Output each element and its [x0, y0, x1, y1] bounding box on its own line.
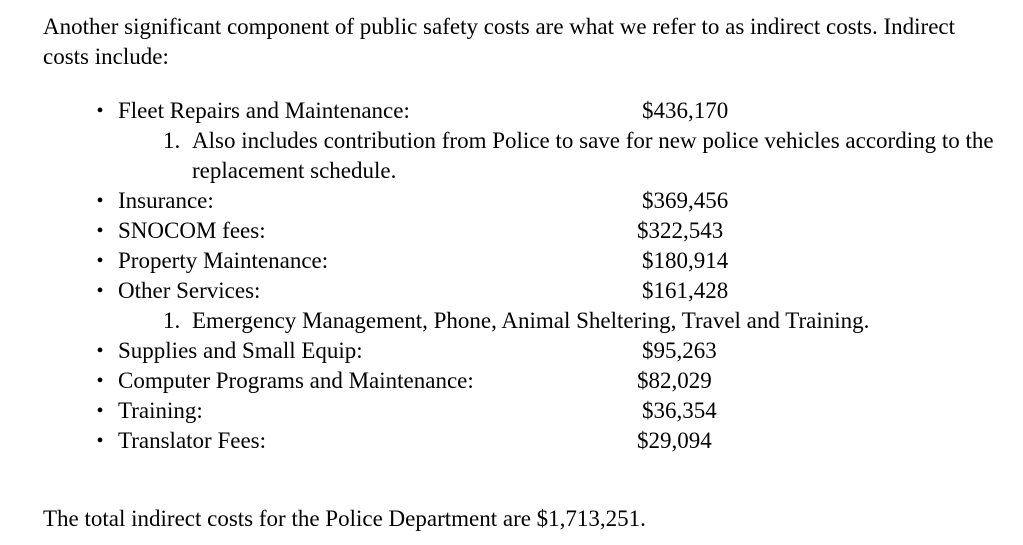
item-label: Property Maintenance:	[118, 248, 329, 273]
bullet-icon: •	[96, 430, 104, 452]
item-label: Translator Fees:	[118, 428, 267, 453]
item-label: Other Services:	[118, 278, 261, 303]
list-item-snocom-fees	[0, 216, 1023, 246]
item-label: Training:	[118, 398, 203, 423]
bullet-icon: •	[96, 220, 104, 242]
sub-note-text: Emergency Management, Phone, Animal Sheltering, Travel and Training.	[192, 308, 870, 333]
sub-note-fleet-repairs	[0, 126, 1023, 186]
list-item-computer-programs	[0, 366, 1023, 396]
bullet-icon: •	[96, 190, 104, 212]
item-amount: $322,543	[637, 218, 724, 243]
item-amount: $180,914	[642, 248, 729, 273]
item-amount: $82,029	[637, 368, 712, 393]
total-summary: The total indirect costs for the Police Department are $1,713,251.	[43, 506, 646, 531]
list-item-insurance	[0, 186, 1023, 216]
item-amount: $161,428	[642, 278, 729, 303]
list-item-supplies	[0, 336, 1023, 366]
list-item-training	[0, 396, 1023, 426]
bullet-icon: •	[96, 370, 104, 392]
bullet-icon: •	[96, 250, 104, 272]
bullet-icon: •	[96, 280, 104, 302]
list-item-fleet-repairs	[0, 96, 1023, 126]
bullet-icon: •	[96, 400, 104, 422]
item-label: Computer Programs and Maintenance:	[118, 368, 474, 393]
bullet-icon: •	[96, 100, 104, 122]
item-amount: $29,094	[637, 428, 712, 453]
sub-note-text: Also includes contribution from Police to save for new police vehicles according to the replacement schedule.	[192, 128, 994, 183]
sub-note-other-services	[0, 306, 1023, 336]
list-item-property-maintenance	[0, 246, 1023, 276]
sub-note-number: 1.	[163, 128, 181, 153]
item-amount: $436,170	[642, 98, 729, 123]
item-amount: $369,456	[642, 188, 729, 213]
item-label: SNOCOM fees:	[118, 218, 266, 243]
item-amount: $36,354	[642, 398, 717, 423]
item-label: Supplies and Small Equip:	[118, 338, 363, 363]
bullet-icon: •	[96, 340, 104, 362]
item-amount: $95,263	[642, 338, 717, 363]
sub-note-number: 1.	[163, 308, 181, 333]
item-label: Insurance:	[118, 188, 214, 213]
item-label: Fleet Repairs and Maintenance:	[118, 98, 410, 123]
list-item-translator-fees	[0, 426, 1023, 456]
list-item-other-services	[0, 276, 1023, 306]
indirect-costs-list	[0, 96, 1023, 456]
intro-paragraph: Another significant component of public safety costs are what we refer to as indirect costs. Indirect costs include:	[43, 14, 956, 69]
